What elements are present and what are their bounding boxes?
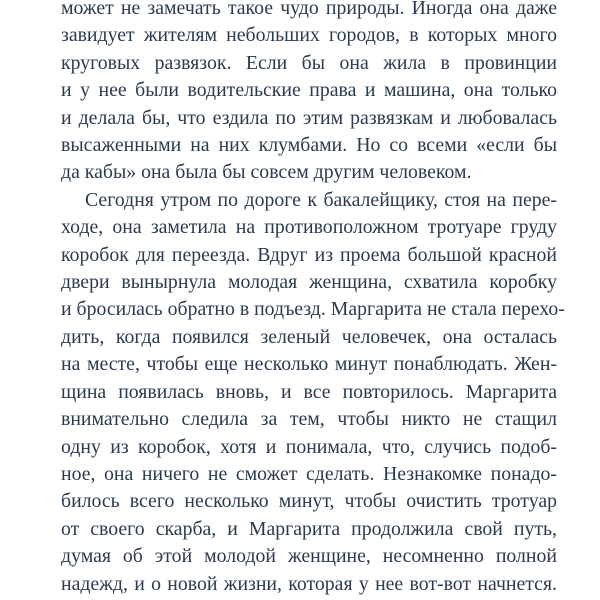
text-line: и у нее были водительские права и машина, она только	[61, 79, 557, 102]
text-line: двери вынырнула молодая женщина, схватила коробку	[61, 271, 557, 294]
text-line: на месте, чтобы еще несколько минут понаблюдать. Жен-	[61, 353, 557, 376]
text-line: дить, когда появился зеленый человечек, она осталась	[61, 325, 557, 348]
text-line: может не замечать такое чудо природы. Иногда она даже	[61, 0, 557, 19]
text-line: завидует жителям небольших городов, в которых много	[61, 24, 557, 47]
text-line: от своего скарба, и Маргарита продолжила свой путь,	[61, 517, 557, 540]
text-line: щина появилась вновь, и все повторилось. Маргарита	[61, 380, 557, 403]
paragraph-1	[61, 0, 557, 187]
text-line: и делала бы, что ездила по этим развязкам и любовалась	[61, 106, 557, 129]
text-line: Сегодня утром по дороге к бакалейщику, стоя на пере-	[85, 188, 557, 211]
text-line: билось всего несколько минут, чтобы очистить тротуар	[61, 490, 557, 513]
text-line: и бросилась обратно в подъезд. Маргарита не стала перехо-	[61, 298, 565, 321]
paragraph-2	[61, 187, 565, 598]
text-line: одну из коробок, хотя и понимала, что, случись подоб-	[61, 435, 557, 458]
text-line: ное, она ничего не сможет сделать. Незнакомке понадо-	[61, 462, 557, 485]
text-line: ходе, она заметила на противоположном тротуаре груду	[61, 216, 557, 239]
text-line: надежд, и о новой жизни, которая у нее вот-вот начнется.	[61, 572, 557, 595]
text-line: внимательно следила за тем, чтобы никто не стащил	[61, 408, 557, 431]
text-line: коробок для переезда. Вдруг из проема большой красной	[61, 243, 557, 266]
text-line: думая об этой молодой женщине, несомненно полной	[61, 545, 557, 568]
text-line: круговых развязок. Если бы она жила в провинции	[61, 51, 557, 74]
text-line: да кабы» она была бы совсем другим человеком.	[61, 161, 472, 184]
text-line: высаженными на них клумбами. Но со всеми «если бы	[61, 134, 557, 157]
